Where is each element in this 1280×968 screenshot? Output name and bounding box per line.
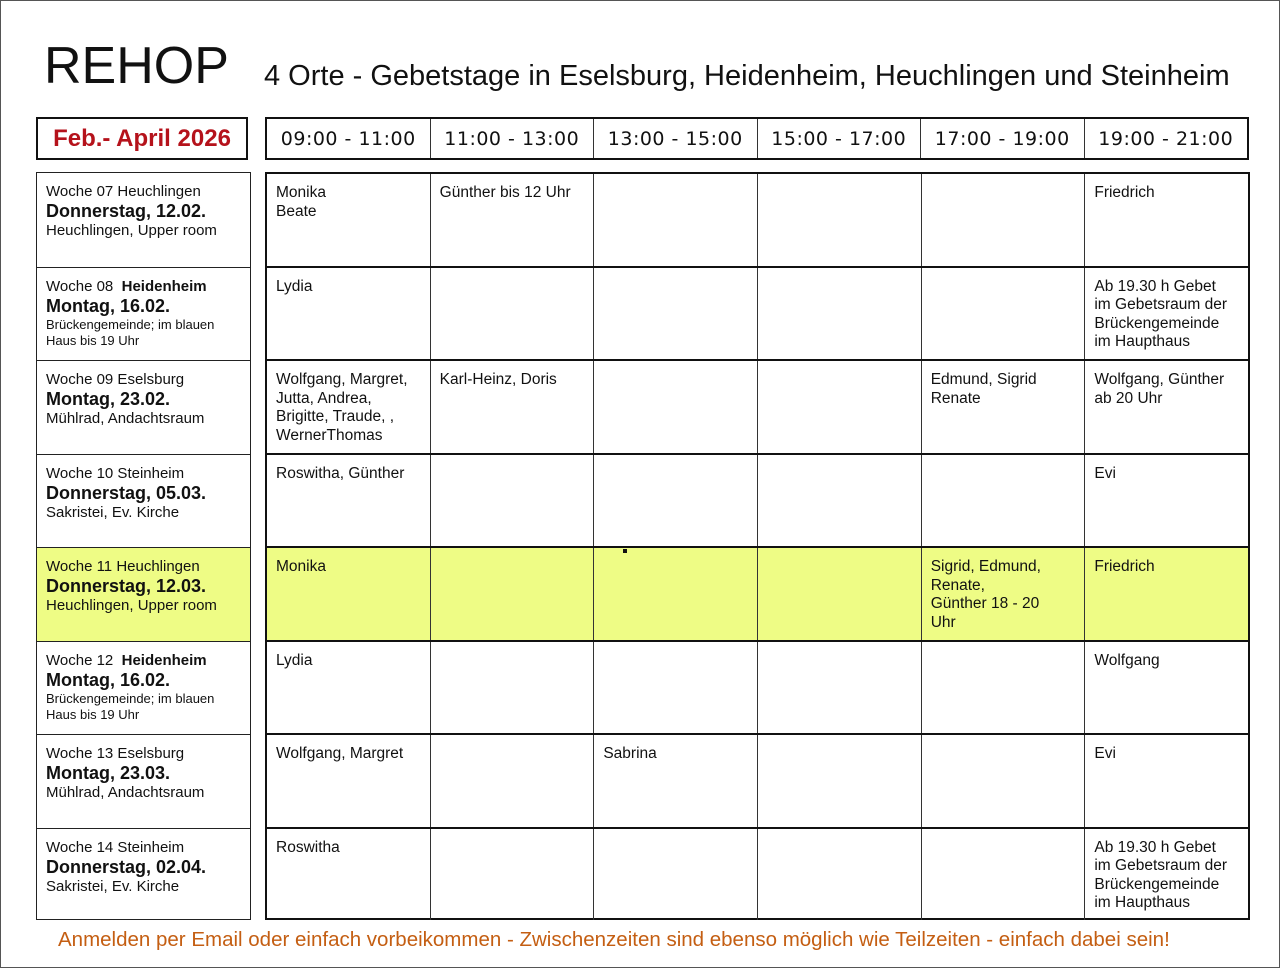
slot-cell bbox=[921, 174, 1085, 266]
schedule-row bbox=[267, 827, 1248, 921]
week-number: Woche 08 bbox=[46, 277, 114, 295]
day-date: Donnerstag, 12.03. bbox=[46, 576, 207, 596]
period-label: Feb.- April 2026 bbox=[36, 117, 248, 160]
footer-note: Anmelden per Email oder einfach vorbeikommen - Zwischenzeiten sind ebenso möglich wie Teilzeiten - einfach dabei sein! bbox=[58, 928, 1170, 951]
slot-cell: Karl-Heinz, Doris bbox=[430, 361, 594, 453]
week-label: Woche 10 Steinheim bbox=[46, 464, 185, 482]
slot-cell: Sabrina bbox=[593, 735, 757, 827]
day-row bbox=[37, 454, 250, 548]
slot-cell bbox=[757, 548, 921, 640]
day-location: Brückengemeinde; im blauen Haus bis 19 Uhr bbox=[46, 316, 215, 348]
day-date: Donnerstag, 02.04. bbox=[46, 856, 207, 877]
day-row bbox=[37, 173, 250, 267]
slot-cell bbox=[921, 455, 1085, 547]
page-headline: 4 Orte - Gebetstage in Eselsburg, Heidenheim, Heuchlingen und Steinheim bbox=[264, 60, 1230, 92]
week-label bbox=[46, 652, 250, 670]
day-date: Donnerstag, 05.03. bbox=[46, 482, 207, 503]
day-row bbox=[37, 734, 250, 828]
schedule-row bbox=[267, 546, 1248, 640]
week-place: Heidenheim bbox=[121, 277, 207, 295]
time-slot-1: 09:00 - 11:00 bbox=[280, 127, 416, 150]
schedule-row bbox=[267, 640, 1248, 734]
slot-cell bbox=[593, 268, 757, 360]
day-date: Montag, 23.02. bbox=[46, 389, 171, 409]
slot-cell bbox=[921, 642, 1085, 734]
slot-cell: Wolfgang, Margret, Jutta, Andrea, Brigitte, Traude, , WernerThomas bbox=[276, 371, 408, 444]
day-row bbox=[37, 641, 250, 735]
slot-cell: Lydia bbox=[276, 651, 313, 669]
time-slot-header bbox=[265, 117, 1249, 160]
slot-cell bbox=[593, 642, 757, 734]
schedule-grid bbox=[265, 172, 1250, 920]
slot-cell bbox=[921, 735, 1085, 827]
slot-cell: Wolfgang bbox=[1084, 642, 1248, 734]
slot-cell: Evi bbox=[1084, 455, 1248, 547]
day-date: Montag, 16.02. bbox=[46, 295, 171, 316]
schedule-row bbox=[267, 733, 1248, 827]
slot-cell bbox=[757, 829, 921, 921]
slot-cell bbox=[430, 735, 594, 827]
day-location: Sakristei, Ev. Kirche bbox=[46, 503, 180, 521]
day-location: Mühlrad, Andachtsraum bbox=[46, 784, 205, 801]
day-row bbox=[37, 360, 250, 454]
day-row bbox=[37, 547, 250, 641]
slot-cell bbox=[593, 548, 757, 640]
day-location: Sakristei, Ev. Kirche bbox=[46, 877, 180, 895]
slot-cell bbox=[430, 829, 594, 921]
slot-cell: Ab 19.30 h Gebet im Gebetsraum der Brückengemeinde im Haupthaus bbox=[1084, 268, 1248, 360]
slot-cell bbox=[430, 455, 594, 547]
stray-dot bbox=[623, 549, 627, 553]
slot-cell bbox=[593, 829, 757, 921]
slot-cell bbox=[593, 455, 757, 547]
slot-cell bbox=[430, 548, 594, 640]
time-slot-5: 17:00 - 19:00 bbox=[920, 119, 1084, 158]
slot-cell bbox=[430, 268, 594, 360]
slot-cell: Monika Beate bbox=[276, 184, 326, 220]
time-slot-2: 11:00 - 13:00 bbox=[430, 119, 594, 158]
week-label: Woche 14 Steinheim bbox=[46, 838, 185, 856]
slot-cell bbox=[430, 642, 594, 734]
day-row bbox=[37, 267, 250, 361]
day-date: Montag, 16.02. bbox=[46, 669, 171, 690]
slot-cell bbox=[593, 174, 757, 266]
slot-cell: Sigrid, Edmund, Renate, Günther 18 - 20 Uhr bbox=[921, 548, 1085, 640]
day-date: Montag, 23.03. bbox=[46, 763, 171, 783]
slot-cell: Wolfgang, Margret bbox=[276, 745, 404, 762]
slot-cell bbox=[921, 268, 1085, 360]
day-location: Mühlrad, Andachtsraum bbox=[46, 410, 205, 427]
slot-cell bbox=[757, 642, 921, 734]
slot-cell: Edmund, Sigrid Renate bbox=[921, 361, 1085, 453]
slot-cell bbox=[921, 829, 1085, 921]
week-label bbox=[46, 278, 250, 296]
slot-cell: Roswitha, Günther bbox=[276, 464, 405, 482]
schedule-row bbox=[267, 266, 1248, 360]
day-location: Brückengemeinde; im blauen Haus bis 19 Uhr bbox=[46, 690, 215, 722]
slot-cell bbox=[757, 268, 921, 360]
day-date: Donnerstag, 12.02. bbox=[46, 201, 207, 221]
slot-cell: Friedrich bbox=[1084, 548, 1248, 640]
slot-cell: Monika bbox=[276, 558, 326, 575]
slot-cell: Günther bis 12 Uhr bbox=[430, 174, 594, 266]
schedule-row bbox=[267, 359, 1248, 453]
week-label: Woche 13 Eselsburg bbox=[46, 745, 185, 762]
week-label: Woche 09 Eselsburg bbox=[46, 371, 185, 388]
slot-cell: Lydia bbox=[276, 277, 313, 295]
slot-cell bbox=[757, 455, 921, 547]
day-column bbox=[36, 172, 251, 920]
slot-cell: Ab 19.30 h Gebet im Gebetsraum der Brückengemeinde im Haupthaus bbox=[1084, 829, 1248, 921]
brand-title: REHOP bbox=[44, 37, 229, 95]
slot-cell: Roswitha bbox=[276, 838, 340, 856]
slot-cell bbox=[757, 735, 921, 827]
slot-cell bbox=[593, 361, 757, 453]
time-slot-3: 13:00 - 15:00 bbox=[593, 119, 757, 158]
time-slot-6: 19:00 - 21:00 bbox=[1084, 119, 1248, 158]
week-label: Woche 07 Heuchlingen bbox=[46, 183, 201, 200]
week-label: Woche 11 Heuchlingen bbox=[46, 558, 200, 575]
week-number: Woche 12 bbox=[46, 651, 114, 669]
week-place: Heidenheim bbox=[121, 651, 207, 669]
slot-cell bbox=[757, 174, 921, 266]
schedule-row bbox=[267, 453, 1248, 547]
time-slot-4: 15:00 - 17:00 bbox=[757, 119, 921, 158]
schedule-row bbox=[267, 174, 1248, 266]
day-row bbox=[37, 828, 250, 922]
slot-cell bbox=[757, 361, 921, 453]
slot-cell: Wolfgang, Günther ab 20 Uhr bbox=[1084, 361, 1248, 453]
slot-cell: Evi bbox=[1084, 735, 1248, 827]
slot-cell: Friedrich bbox=[1084, 174, 1248, 266]
day-location: Heuchlingen, Upper room bbox=[46, 597, 217, 614]
day-location: Heuchlingen, Upper room bbox=[46, 222, 217, 239]
